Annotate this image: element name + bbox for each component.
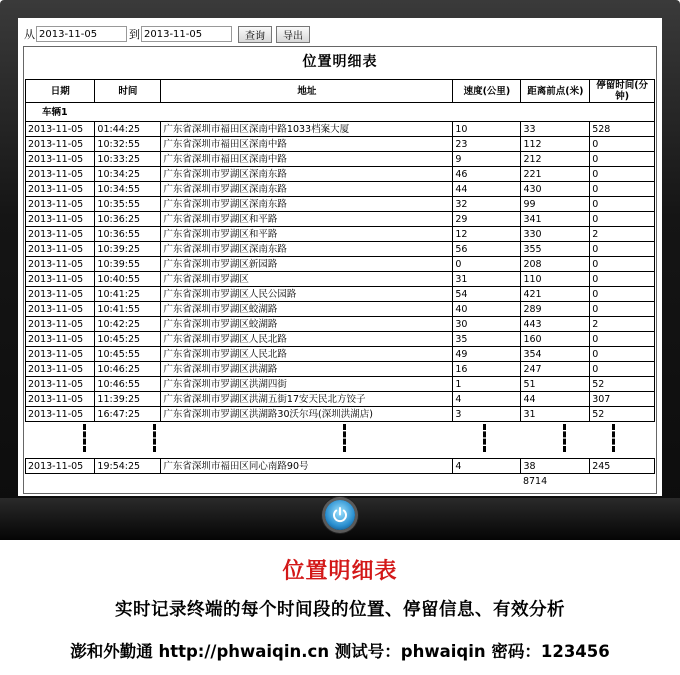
cell-address: 广东省深圳市福田区深南中路 [161,137,453,152]
cell-stay-time: 0 [590,242,655,257]
cell-distance: 112 [521,137,590,152]
cell-speed: 23 [453,137,521,152]
query-button[interactable]: 查询 [238,26,272,43]
location-detail-report [23,46,657,494]
cell-distance: 421 [521,287,590,302]
cell-time: 01:44:25 [95,122,161,137]
cell-address: 广东省深圳市福田区深南中路1033档案大厦 [161,122,453,137]
cell-stay-time: 2 [590,227,655,242]
cell-distance: 208 [521,257,590,272]
cell-date: 2013-11-05 [26,347,95,362]
cell-address: 广东省深圳市福田区同心南路90号 [161,459,453,474]
column-header-address: 地址 [161,80,453,103]
cell-distance: 99 [521,197,590,212]
cell-date: 2013-11-05 [26,362,95,377]
ellipsis-dash [343,424,349,452]
cell-date: 2013-11-05 [26,392,95,407]
table-header-row [26,80,655,103]
cell-speed: 4 [453,459,521,474]
cell-speed: 4 [453,392,521,407]
cell-date: 2013-11-05 [26,257,95,272]
cell-time: 10:45:25 [95,332,161,347]
cell-time: 10:46:25 [95,362,161,377]
power-icon [331,506,349,524]
to-label: 到 [129,28,140,41]
cell-address: 广东省深圳市罗湖区新园路 [161,257,453,272]
cell-date: 2013-11-05 [26,459,95,474]
monitor-screen [18,18,662,496]
cell-time: 10:34:25 [95,167,161,182]
cell-distance: 247 [521,362,590,377]
cell-distance: 430 [521,182,590,197]
table-row [26,182,655,197]
table-row [26,122,655,137]
vehicle-group-row [26,103,655,122]
cell-stay-time: 0 [590,137,655,152]
cell-address: 广东省深圳市罗湖区蛟湖路 [161,302,453,317]
cell-speed: 3 [453,407,521,422]
cell-stay-time: 528 [590,122,655,137]
cell-date: 2013-11-05 [26,317,95,332]
cell-distance: 110 [521,272,590,287]
table-row [26,197,655,212]
caption-title: 位置明细表 [282,559,398,584]
table-row [26,242,655,257]
cell-distance: 221 [521,167,590,182]
caption-contact: 澎和外勤通 http://phwaiqin.cn 测试号：phwaiqin 密码：123456 [70,642,610,661]
column-header-date: 日期 [26,80,95,103]
cell-time: 11:39:25 [95,392,161,407]
date-filter-toolbar [24,24,310,44]
cell-stay-time: 0 [590,302,655,317]
omitted-rows-gap [26,422,655,459]
cell-time: 19:54:25 [95,459,161,474]
table-row [26,362,655,377]
cell-speed: 46 [453,167,521,182]
cell-address: 广东省深圳市罗湖区洪湖路 [161,362,453,377]
cell-date: 2013-11-05 [26,167,95,182]
cell-address: 广东省深圳市罗湖区人民北路 [161,347,453,362]
cell-address: 广东省深圳市福田区深南中路 [161,152,453,167]
column-header-stay-time: 停留时间(分钟) [590,80,655,103]
cell-stay-time: 0 [590,272,655,287]
table-row [26,257,655,272]
cell-stay-time: 0 [590,347,655,362]
power-button[interactable] [325,500,355,530]
cell-distance: 31 [521,407,590,422]
cell-stay-time: 0 [590,332,655,347]
cell-date: 2013-11-05 [26,197,95,212]
cell-time: 16:47:25 [95,407,161,422]
export-button[interactable]: 导出 [276,26,310,43]
cell-distance: 330 [521,227,590,242]
cell-speed: 31 [453,272,521,287]
cell-speed: 40 [453,302,521,317]
table-row [26,302,655,317]
cell-speed: 29 [453,212,521,227]
report-title: 位置明细表 [302,54,378,70]
table-row [26,272,655,287]
cell-address: 广东省深圳市罗湖区和平路 [161,227,453,242]
table-row [26,332,655,347]
cell-time: 10:36:25 [95,212,161,227]
cell-time: 10:42:25 [95,317,161,332]
cell-date: 2013-11-05 [26,122,95,137]
cell-time: 10:40:55 [95,272,161,287]
cell-speed: 16 [453,362,521,377]
cell-distance: 51 [521,377,590,392]
column-header-time: 时间 [95,80,161,103]
table-row [26,392,655,407]
column-header-speed: 速度(公里) [453,80,521,103]
ellipsis-dash [612,424,618,452]
cell-address: 广东省深圳市罗湖区深南东路 [161,242,453,257]
table-row [26,287,655,302]
cell-distance: 289 [521,302,590,317]
table-row [26,317,655,332]
cell-stay-time: 0 [590,182,655,197]
cell-date: 2013-11-05 [26,212,95,227]
cell-address: 广东省深圳市罗湖区深南东路 [161,167,453,182]
cell-date: 2013-11-05 [26,137,95,152]
cell-date: 2013-11-05 [26,407,95,422]
cell-time: 10:34:55 [95,182,161,197]
cell-date: 2013-11-05 [26,302,95,317]
cell-speed: 30 [453,317,521,332]
cell-time: 10:41:55 [95,302,161,317]
ellipsis-dash [153,424,159,452]
cell-speed: 32 [453,197,521,212]
cell-time: 10:36:55 [95,227,161,242]
cell-address: 广东省深圳市罗湖区洪湖四街 [161,377,453,392]
location-table [25,79,655,488]
cell-stay-time: 0 [590,287,655,302]
table-row [26,459,655,474]
table-row [26,137,655,152]
cell-stay-time: 0 [590,197,655,212]
cell-date: 2013-11-05 [26,182,95,197]
cell-speed: 49 [453,347,521,362]
cell-time: 10:45:55 [95,347,161,362]
cell-stay-time: 0 [590,212,655,227]
cell-date: 2013-11-05 [26,272,95,287]
table-row [26,227,655,242]
cell-date: 2013-11-05 [26,152,95,167]
cell-address: 广东省深圳市罗湖区深南东路 [161,182,453,197]
cell-distance: 341 [521,212,590,227]
cell-date: 2013-11-05 [26,377,95,392]
cell-date: 2013-11-05 [26,242,95,257]
vehicle-group-label: 车辆1 [26,103,655,122]
cell-stay-time: 0 [590,152,655,167]
cell-distance: 212 [521,152,590,167]
cell-time: 10:39:55 [95,257,161,272]
cell-stay-time: 52 [590,377,655,392]
cell-address: 广东省深圳市罗湖区人民北路 [161,332,453,347]
ellipsis-dash [563,424,569,452]
cell-address: 广东省深圳市罗湖区人民公园路 [161,287,453,302]
cell-speed: 0 [453,257,521,272]
cell-speed: 54 [453,287,521,302]
cell-distance: 38 [521,459,590,474]
cell-stay-time: 0 [590,167,655,182]
cell-stay-time: 2 [590,317,655,332]
table-row [26,377,655,392]
cell-speed: 1 [453,377,521,392]
cell-speed: 44 [453,182,521,197]
cell-time: 10:41:25 [95,287,161,302]
table-row [26,152,655,167]
cell-time: 10:35:55 [95,197,161,212]
cell-time: 10:39:25 [95,242,161,257]
cell-stay-time: 0 [590,257,655,272]
cell-speed: 35 [453,332,521,347]
cell-address: 广东省深圳市罗湖区洪湖五街17安天民北方饺子 [161,392,453,407]
cell-address: 广东省深圳市罗湖区蛟湖路 [161,317,453,332]
from-date-input[interactable] [36,26,127,42]
cell-date: 2013-11-05 [26,287,95,302]
cell-address: 广东省深圳市罗湖区和平路 [161,212,453,227]
promo-caption [0,540,680,675]
column-header-distance: 距离前点(米) [521,80,590,103]
cell-distance: 33 [521,122,590,137]
cell-address: 广东省深圳市罗湖区深南东路 [161,197,453,212]
cell-date: 2013-11-05 [26,332,95,347]
cell-stay-time: 0 [590,362,655,377]
cell-stay-time: 307 [590,392,655,407]
cell-address: 广东省深圳市罗湖区 [161,272,453,287]
table-row [26,212,655,227]
cell-distance: 160 [521,332,590,347]
cell-speed: 56 [453,242,521,257]
ellipsis-dash [83,424,89,452]
cell-address: 广东省深圳市罗湖区洪湖路30沃尔玛(深圳洪湖店) [161,407,453,422]
cell-time: 10:33:25 [95,152,161,167]
table-row [26,407,655,422]
ellipsis-dash [483,424,489,452]
cell-stay-time: 245 [590,459,655,474]
cell-distance: 355 [521,242,590,257]
total-distance: 8714 [522,475,548,487]
cell-speed: 9 [453,152,521,167]
table-row [26,347,655,362]
cell-time: 10:46:55 [95,377,161,392]
cell-time: 10:32:55 [95,137,161,152]
cell-date: 2013-11-05 [26,227,95,242]
caption-subtitle: 实时记录终端的每个时间段的位置、停留信息、有效分析 [115,600,565,620]
cell-distance: 354 [521,347,590,362]
cell-speed: 10 [453,122,521,137]
cell-stay-time: 52 [590,407,655,422]
cell-distance: 44 [521,392,590,407]
cell-speed: 12 [453,227,521,242]
total-row [26,474,655,489]
from-label: 从 [24,28,35,41]
to-date-input[interactable] [141,26,232,42]
table-row [26,167,655,182]
cell-distance: 443 [521,317,590,332]
